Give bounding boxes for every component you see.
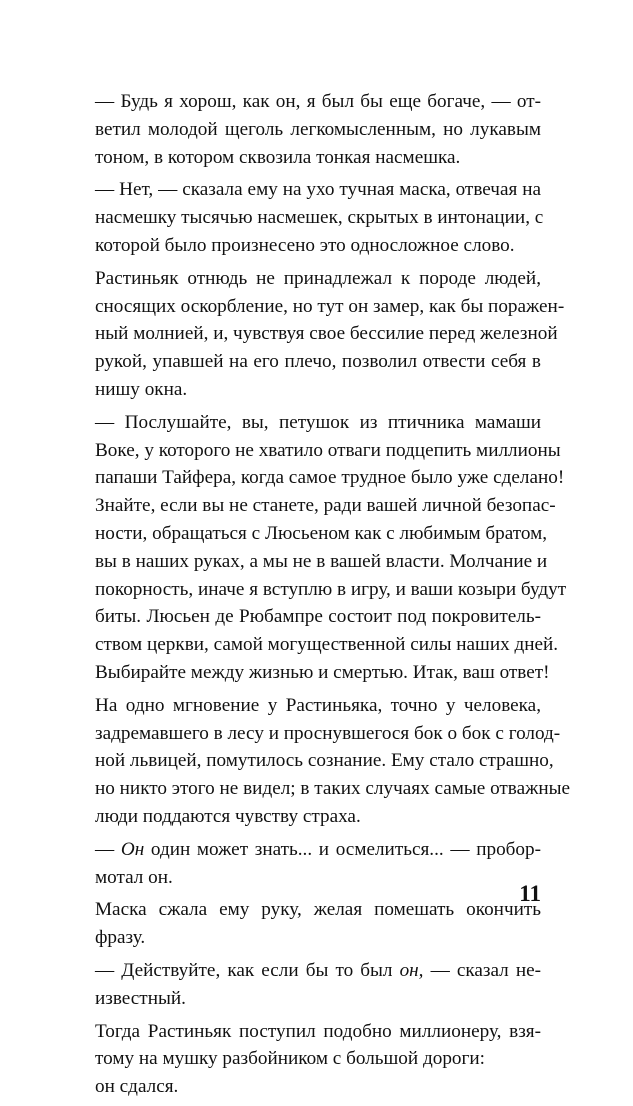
text-line: На одно мгновение у Растиньяка, точно у человека, — [95, 694, 541, 716]
text-line: ством церкви, самой могущественной силы наших дней. — [95, 634, 559, 656]
text-line: ной львицей, помутилось сознание. Ему стало страшно, — [95, 750, 554, 772]
emphasized-word: он, — [399, 959, 424, 981]
text-line: — Будь я хорош, как он, я был бы еще богаче, — от- — [95, 91, 541, 112]
text-line: рукой, упавшей на его плечо, позволил отвести себя в — [95, 351, 541, 373]
paragraph-7 — [95, 896, 541, 952]
paragraph-8 — [95, 957, 541, 1013]
text-line: которой было произнесено это односложное слово. — [95, 234, 515, 256]
text-line: Маска сжала ему руку, желая помешать окончить — [95, 899, 541, 921]
text-line: папаши Тайфера, когда самое трудное было уже сделано! — [95, 467, 565, 489]
text-line: Тогда Растиньяк поступил подобно миллионеру, взя- — [95, 1020, 541, 1042]
text-line: — Нет, — сказала ему на ухо тучная маска, отвечая на — [95, 179, 541, 201]
text-line: Выбирайте между жизнью и смертью. Итак, ваш ответ! — [95, 661, 550, 683]
text-line: ности, обращаться с Люсьеном как с любимым братом, — [95, 522, 548, 544]
paragraph-2 — [95, 176, 544, 259]
text-line: он сдался. — [95, 1076, 179, 1098]
text-line: покорность, иначе я вступлю в игру, и ваши козыри будут — [95, 578, 567, 600]
text-line: сносящих оскорбление, но тут он замер, как бы поражен- — [95, 295, 565, 317]
page-body — [95, 88, 571, 1106]
text-line: но никто этого не видел; в таких случаях самые отважные — [95, 778, 571, 800]
text-line: задремавшего в лесу и проснувшегося бок о бок с голод- — [95, 722, 561, 744]
text-line: нишу окна. — [95, 378, 188, 400]
text-line: Растиньяк отнюдь не принадлежал к породе людей, — [95, 267, 541, 289]
paragraph-6 — [95, 836, 541, 892]
paragraph-9 — [95, 1018, 541, 1101]
emphasized-word: Он — [120, 838, 145, 860]
text-line: Знайте, если вы не станете, ради вашей личной безопас- — [95, 495, 556, 517]
page-number: 11 — [519, 881, 541, 906]
text-line: тому на мушку разбойником с большой дороги: — [95, 1048, 485, 1070]
text-line: — Он один может знать... и осмелиться... — пробор- — [95, 838, 542, 860]
paragraph-4 — [95, 409, 567, 687]
text-line: биты. Люсьен де Рюбампре состоит под покровитель- — [95, 606, 541, 628]
paragraph-3 — [95, 265, 565, 404]
text-line: насмешку тысячью насмешек, скрытых в интонации, с — [95, 207, 544, 229]
text-line: фразу. — [95, 927, 146, 949]
text-line: люди поддаются чувству страха. — [95, 805, 361, 827]
text-line: ный молнией, и, чувствуя свое бессилие перед железной — [95, 323, 558, 345]
paragraph-1 — [95, 88, 541, 171]
text-line: мотал он. — [95, 866, 173, 888]
text-line: ветил молодой щеголь легкомысленным, но лукавым — [95, 118, 541, 140]
text-line: — Послушайте, вы, петушок из птичника мамаши — [95, 411, 541, 433]
text-line: Воке, у которого не хватило отваги подцепить миллионы — [95, 439, 561, 461]
text-line: вы в наших руках, а мы не в вашей власти. Молчание и — [95, 550, 548, 572]
text-line: — Действуйте, как если бы то был он, — сказал не- — [95, 959, 541, 981]
paragraph-5 — [95, 692, 571, 831]
text-line: известный. — [95, 987, 186, 1009]
text-line: тоном, в котором сквозила тонкая насмешка. — [95, 146, 461, 168]
